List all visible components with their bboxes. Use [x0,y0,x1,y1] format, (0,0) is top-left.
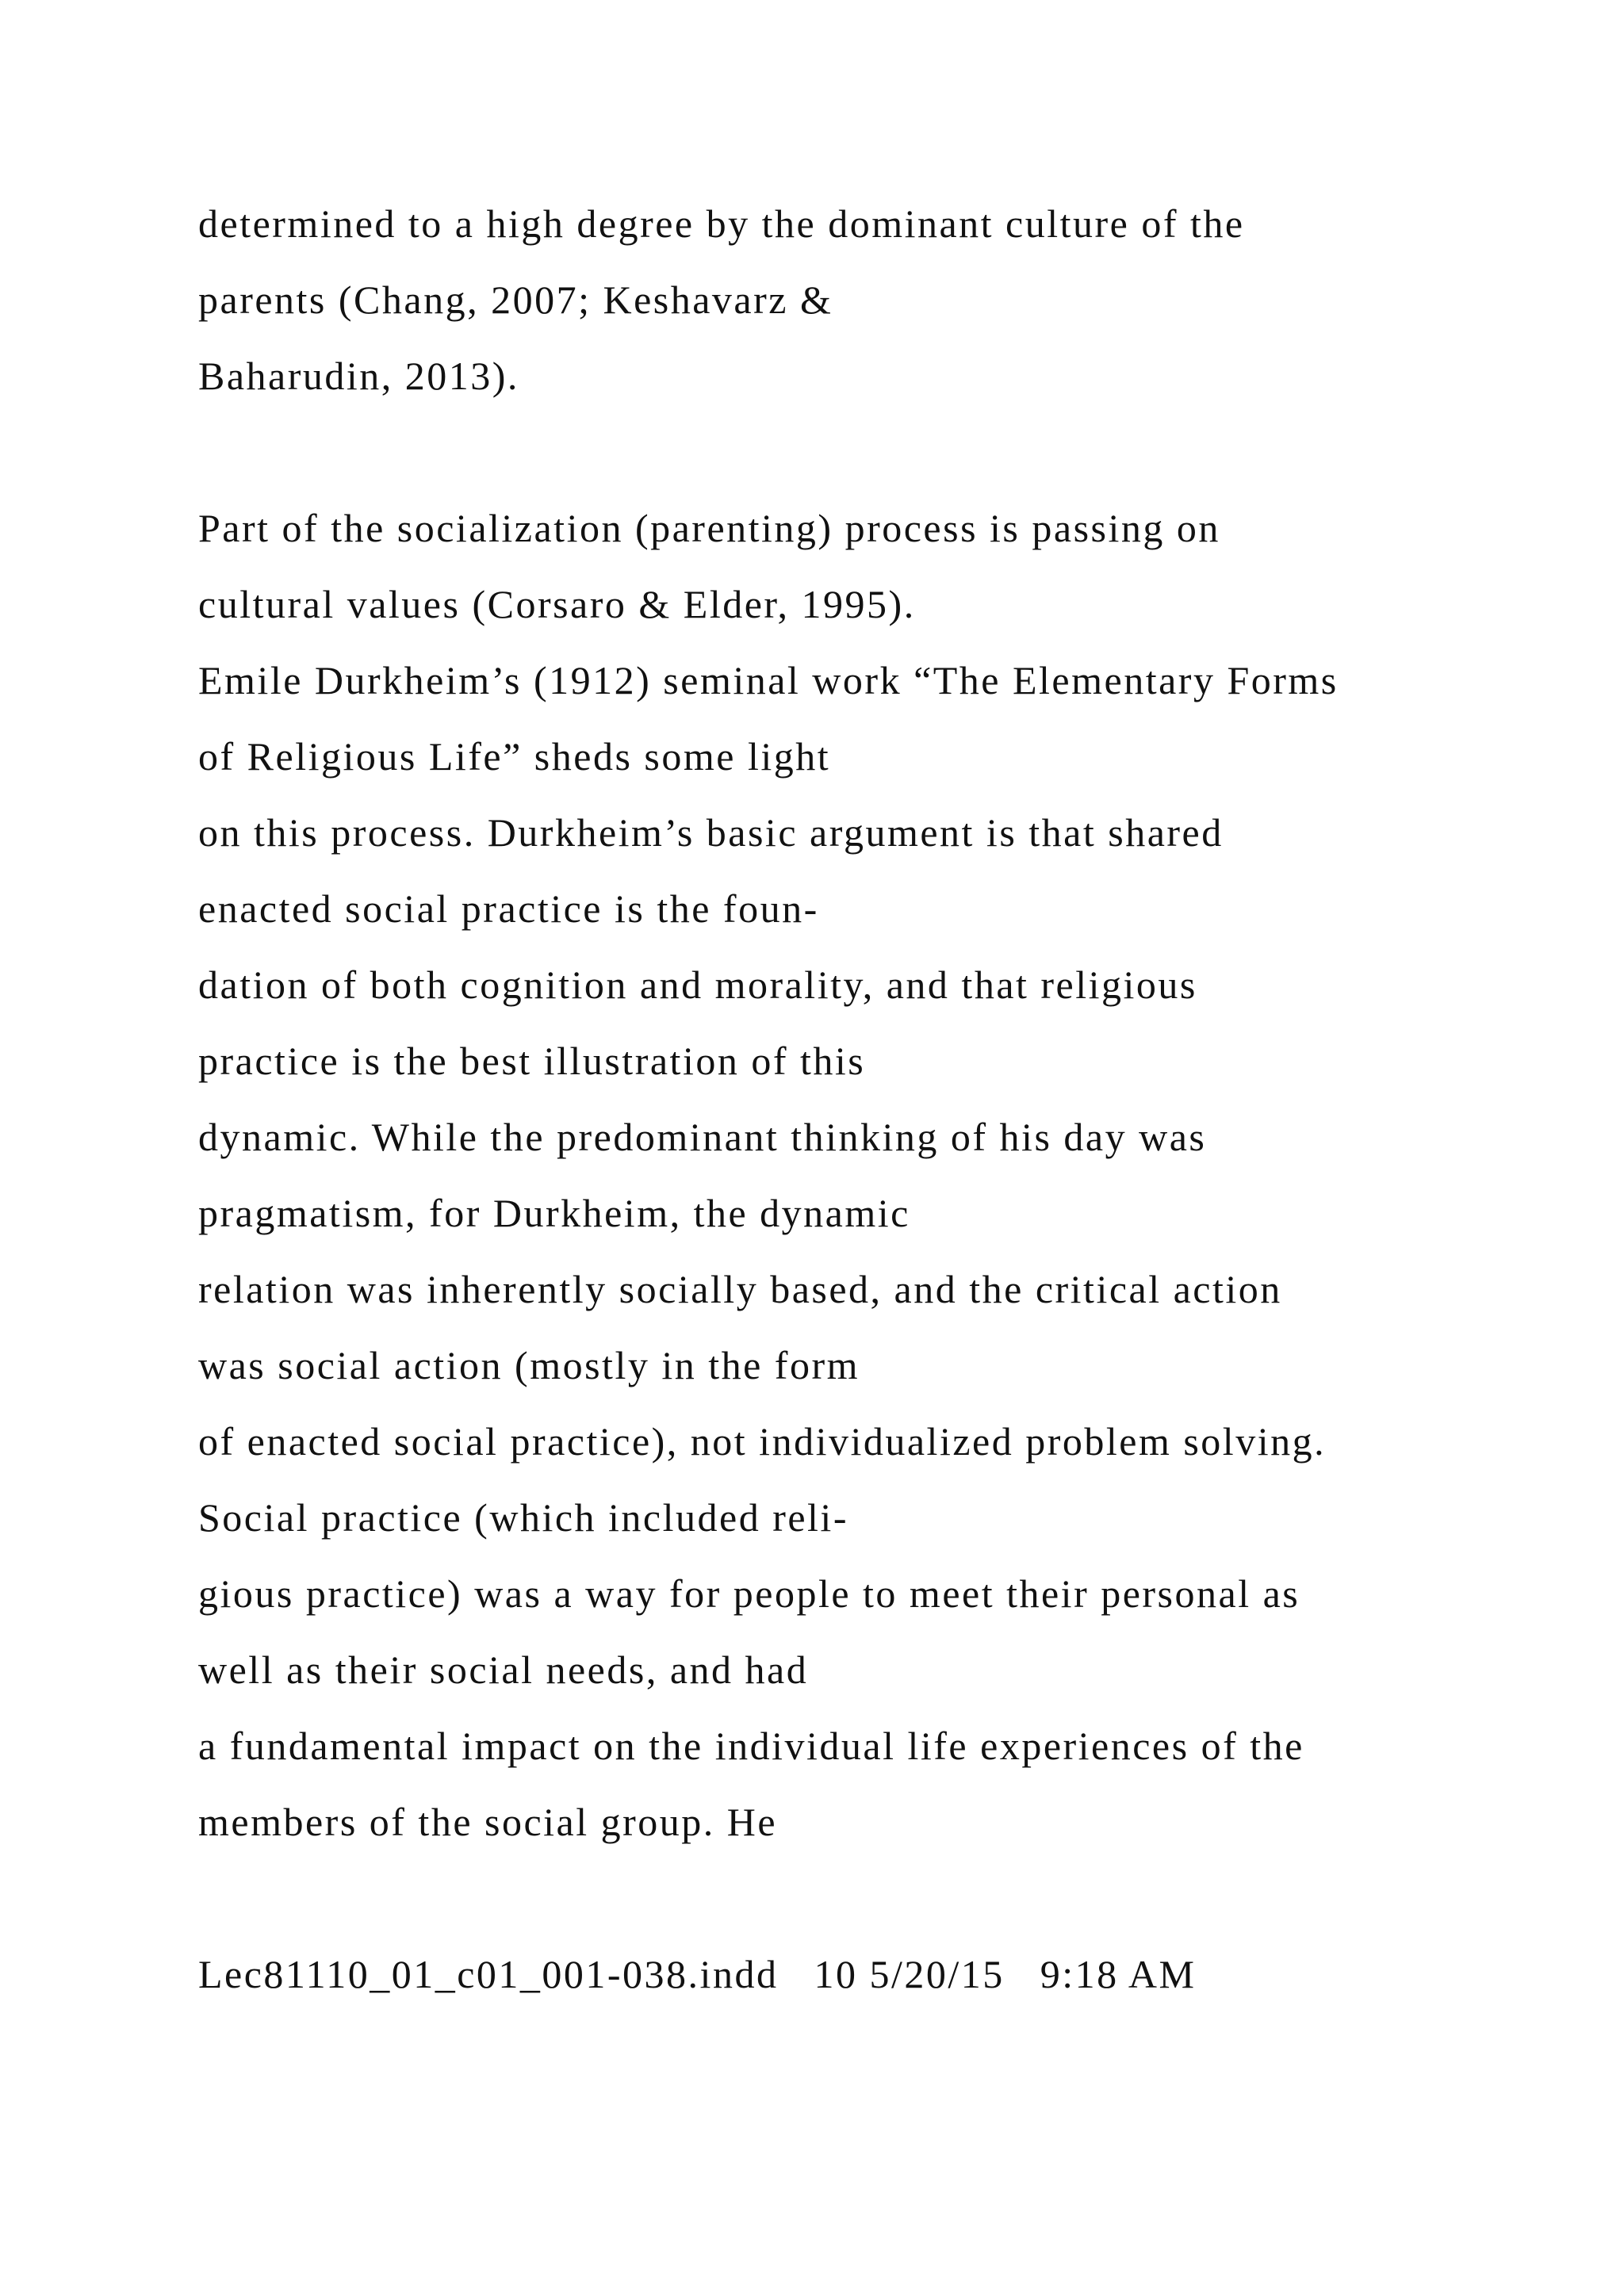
footer-slug: Lec81110_01_c01_001-038.indd 10 5/20/15 9:18 AM [198,1952,1197,1996]
paragraph-2-line-11: relation was inherently socially based, and the critical action [198,1267,1282,1311]
paragraph-2-line-6: enacted social practice is the foun- [198,886,819,931]
paragraph-2-line-3: Emile Durkheim’s (1912) seminal work “The Elementary Forms [198,658,1339,702]
paragraph-2-line-7: dation of both cognition and morality, and that religious [198,962,1197,1007]
paragraph-2-line-16: well as their social needs, and had [198,1647,809,1692]
paragraph-2-line-17: a fundamental impact on the individual life experiences of the [198,1724,1304,1768]
paragraph-2-line-8: practice is the best illustration of this [198,1039,866,1083]
paragraph-1-line-2: parents (Chang, 2007; Keshavarz & [198,277,833,322]
paragraph-2-line-15: gious practice) was a way for people to meet their personal as [198,1571,1300,1616]
paragraph-2-line-18: members of the social group. He [198,1800,778,1844]
paragraph-2-line-5: on this process. Durkheim’s basic argument is that shared [198,810,1224,855]
paragraph-2-line-2: cultural values (Corsaro & Elder, 1995). [198,582,916,626]
paragraph-2-line-10: pragmatism, for Durkheim, the dynamic [198,1191,910,1235]
paragraph-2-line-1: Part of the socialization (parenting) process is passing on [198,506,1220,550]
paragraph-2-line-12: was social action (mostly in the form [198,1343,860,1387]
paragraph-1-line-3: Baharudin, 2013). [198,354,519,398]
paragraph-2-line-13: of enacted social practice), not individualized problem solving. [198,1419,1327,1464]
paragraph-2-line-14: Social practice (which included reli- [198,1495,848,1540]
paragraph-2-line-4: of Religious Life” sheds some light [198,734,831,779]
paragraph-2-line-9: dynamic. While the predominant thinking of his day was [198,1115,1207,1159]
paragraph-1-line-1: determined to a high degree by the dominant culture of the [198,201,1245,246]
